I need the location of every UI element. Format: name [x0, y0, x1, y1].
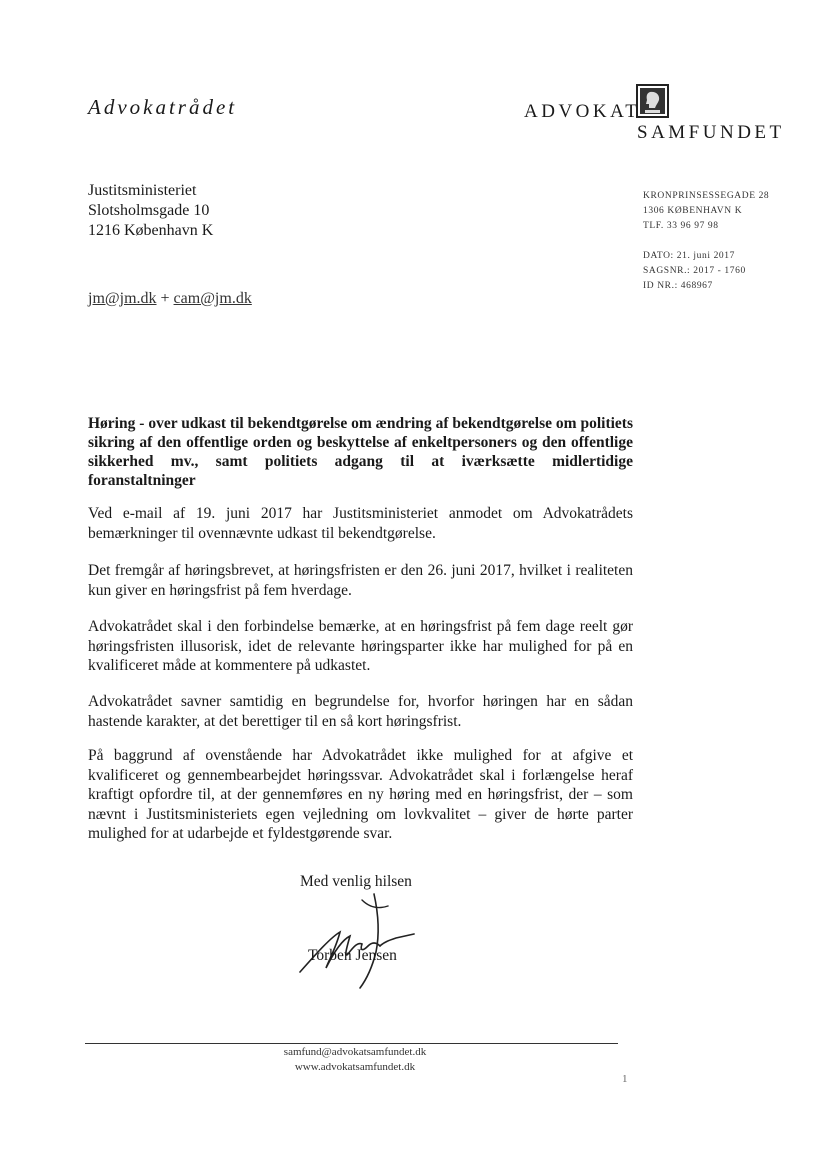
email-separator: + — [156, 290, 174, 307]
recipient-line: Slotsholmsgade 10 — [88, 202, 210, 219]
sender-address — [643, 189, 769, 234]
page-number: 1 — [622, 1073, 628, 1085]
footer-email[interactable]: samfund@advokatsamfundet.dk — [283, 1046, 427, 1058]
body-paragraph-4: Advokatrådet savner samtidig en begrundelse for, hvorfor høringen har en sådan hastende karakter, at det berettiger til en så kort høringsfrist. — [88, 693, 633, 730]
advokatsamfundet-emblem-icon — [636, 84, 669, 118]
id-number: ID NR.: 468967 — [643, 281, 713, 291]
body-paragraph-2: Det fremgår af høringsbrevet, at høringsfristen er den 26. juni 2017, hvilket i realiteten kun giver en høringsfrist på fem hverdage. — [88, 562, 633, 599]
letter-date: DATO: 21. juni 2017 — [643, 251, 735, 261]
case-number: SAGSNR.: 2017 - 1760 — [643, 266, 746, 276]
body-paragraph-1: Ved e-mail af 19. juni 2017 har Justitsministeriet anmodet om Advokatrådets bemærkninger til ovennævnte udkast til bekendtgørelse. — [88, 505, 633, 542]
closing-greeting: Med venlig hilsen — [300, 873, 412, 890]
email-link-jm[interactable]: jm@jm.dk — [88, 290, 157, 307]
footer-website[interactable]: www.advokatsamfundet.dk — [294, 1061, 416, 1073]
signer-name: Torben Jensen — [308, 947, 397, 964]
recipient-line: 1216 København K — [88, 222, 214, 239]
sender-phone: TLF. 33 96 97 98 — [643, 221, 719, 231]
email-link-cam[interactable]: cam@jm.dk — [173, 290, 252, 307]
body-paragraph-3: Advokatrådet skal i den forbindelse bemærke, at en høringsfrist på fem dage reelt gør høringsfristen illusorisk, idet de relevante høringsparter ikke har mulighed for på en kvalificeret måde at kommentere på udkastet. — [88, 618, 633, 674]
case-info — [643, 249, 746, 294]
sender-city: 1306 KØBENHAVN K — [643, 206, 743, 216]
recipient-address — [88, 181, 213, 241]
handwritten-signature — [296, 892, 416, 990]
letterhead-left-name: Advokatrådet — [88, 95, 238, 119]
footer-divider — [85, 1043, 618, 1044]
subject-heading: Høring - over udkast til bekendtgørelse om ændring af bekendtgørelse om politiets sikring af den offentlige orden og beskyttelse af enkeltpersoners og den offentlige sikkerhed mv., samt politiets adgang til at iværksætte midlertidige foranstaltninger — [88, 415, 633, 489]
sender-street: KRONPRINSESSEGADE 28 — [643, 191, 770, 201]
logo-text-line1: ADVOKAT — [524, 101, 641, 122]
recipient-emails — [88, 290, 252, 308]
logo-text-line2: SAMFUNDET — [637, 122, 785, 143]
body-paragraph-5: På baggrund af ovenstående har Advokatrådet ikke mulighed for at afgive et kvalificeret og gennembearbejdet høringssvar. Advokatrådet skal i forlængelse heraf kraftigt opfordre til, at der gennemføres en ny høring med en høringsfrist, der – som nævnt i Justitsministeriets egen vejledning om lovkvalitet – giver de hørte parter mulighed for at udarbejde et fyldestgørende svar. — [88, 747, 633, 842]
recipient-line: Justitsministeriet — [88, 182, 197, 199]
footer-contact — [0, 1045, 710, 1075]
